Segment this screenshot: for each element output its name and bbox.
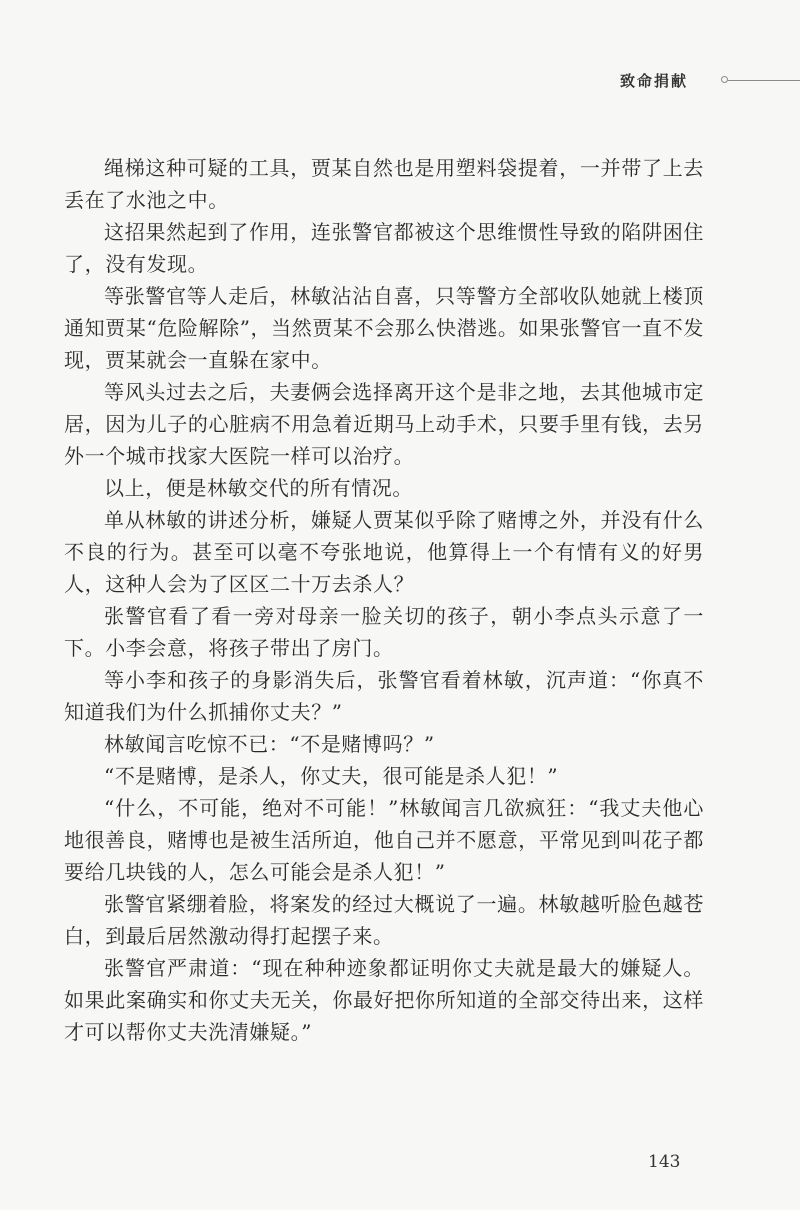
body-text bbox=[64, 152, 704, 1048]
paragraph: 绳梯这种可疑的工具，贾某自然也是用塑料袋提着，一并带了上去丢在了水池之中。 bbox=[64, 156, 704, 212]
header-ornament-circle bbox=[721, 76, 728, 83]
paragraph: 等风头过去之后，夫妻俩会选择离开这个是非之地，去其他城市定居，因为儿子的心脏病不用急着近期马上动手术，只要手里有钱，去另外一个城市找家大医院一样可以治疗。 bbox=[64, 380, 704, 468]
paragraph: 林敏闻言吃惊不已：“不是赌博吗？” bbox=[104, 732, 435, 756]
running-head bbox=[620, 70, 800, 94]
paragraph: “什么，不可能，绝对不可能！”林敏闻言几欲疯狂：“我丈夫他心地很善良，赌博也是被生活所迫，他自己并不愿意，平常见到叫花子都要给几块钱的人，怎么可能会是杀人犯！” bbox=[64, 796, 704, 884]
paragraph: 单从林敏的讲述分析，嫌疑人贾某似乎除了赌博之外，并没有什么不良的行为。甚至可以毫不夸张地说，他算得上一个有情有义的好男人，这种人会为了区区二十万去杀人？ bbox=[64, 508, 704, 596]
paragraph: 张警官看了看一旁对母亲一脸关切的孩子，朝小李点头示意了一下。小李会意，将孩子带出了房门。 bbox=[64, 604, 704, 660]
paragraph: 张警官紧绷着脸，将案发的经过大概说了一遍。林敏越听脸色越苍白，到最后居然激动得打起摆子来。 bbox=[64, 892, 704, 948]
paragraph: 等张警官等人走后，林敏沾沾自喜，只等警方全部收队她就上楼顶通知贾某“危险解除”，当然贾某不会那么快潜逃。如果张警官一直不发现，贾某就会一直躲在家中。 bbox=[64, 284, 704, 372]
paragraph: 以上，便是林敏交代的所有情况。 bbox=[104, 476, 413, 500]
running-title: 致命捐献 bbox=[620, 72, 689, 90]
paragraph: “不是赌博，是杀人，你丈夫，很可能是杀人犯！” bbox=[104, 764, 559, 788]
paragraph: 等小李和孩子的身影消失后，张警官看着林敏，沉声道：“你真不知道我们为什么抓捕你丈夫？” bbox=[64, 668, 704, 724]
paragraph: 张警官严肃道：“现在种种迹象都证明你丈夫就是最大的嫌疑人。如果此案确实和你丈夫无关，你最好把你所知道的全部交待出来，这样才可以帮你丈夫洗清嫌疑。” bbox=[64, 956, 704, 1044]
header-rule bbox=[728, 80, 800, 81]
page-number: 143 bbox=[648, 1152, 681, 1172]
paragraph: 这招果然起到了作用，连张警官都被这个思维惯性导致的陷阱困住了，没有发现。 bbox=[64, 220, 704, 276]
